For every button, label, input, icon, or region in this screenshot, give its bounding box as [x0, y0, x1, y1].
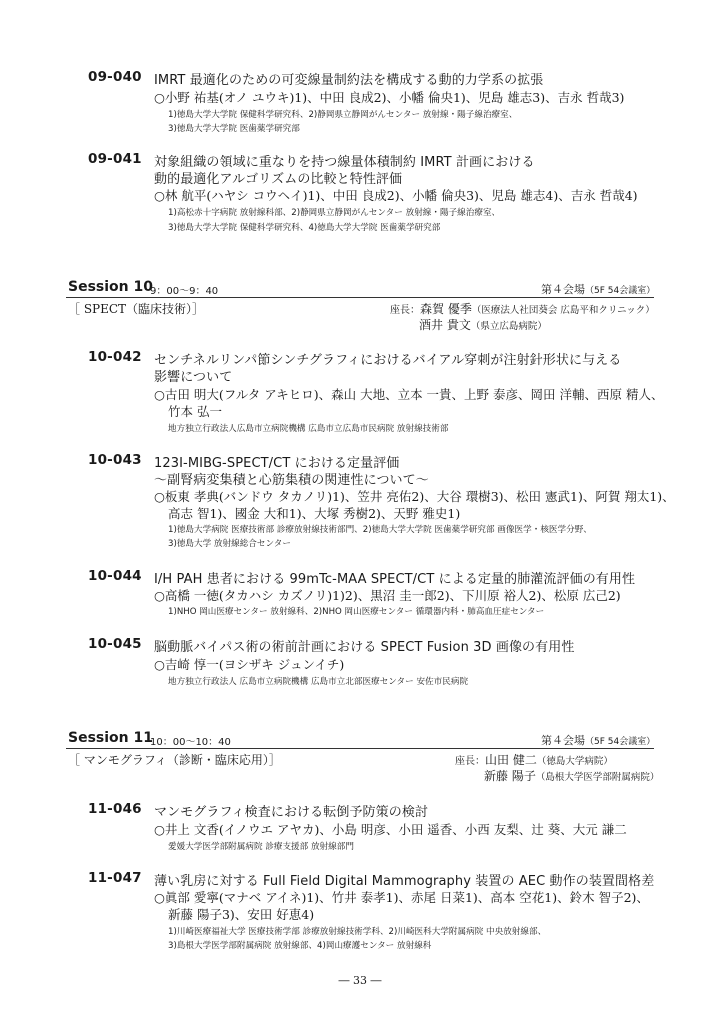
paper-authors: ○小野 祐基(オノ ユウキ)1)、中田 良成2)、小幡 倫央1)、児島 雄志3)、吉永 哲哉3) [154, 90, 625, 105]
paper-id: 09-041 [88, 151, 142, 167]
paper-authors: ○林 航平(ハヤシ コウヘイ)1)、中田 良成2)、小幡 倫央3)、児島 雄志4)、吉永 哲哉4) [154, 188, 638, 203]
session-category: ［ マンモグラフィ（診断・臨床応用）］ [68, 753, 281, 767]
paper-affiliation: 1)徳島大学病院 医療技術部 診療放射線技術部門、2)徳島大学大学院 医歯薬学研究部 画像医学・核医学分野、 [168, 525, 592, 535]
paper-authors: ○板東 孝典(バンドウ タカノリ)1)、笠井 亮佑2)、大谷 環樹3)、松田 憲武1)、阿賀 翔太1)、 [154, 489, 675, 504]
paper-affiliation: 地方独立行政法人広島市立病院機構 広島市立広島市民病院 放射線技術部 [168, 424, 449, 434]
paper-affiliation: 3)徳島大学大学院 医歯薬学研究部 [168, 124, 300, 134]
session-chair: 座長：山田 健二（徳島大学病院） [455, 753, 613, 767]
paper-affiliation: 1)NHO 岡山医療センター 放射線科、2)NHO 岡山医療センター 循環器内科・肺高血圧症センター [168, 607, 545, 617]
paper-title: センチネルリンパ節シンチグラフィにおけるバイアル穿刺が注射針形状に与える [154, 353, 622, 368]
session-time: 9：00～9：40 [150, 286, 219, 297]
paper-id: 10-042 [88, 349, 142, 365]
paper-affiliation: 地方独立行政法人 広島市立病院機構 広島市立北部医療センター 安佐市民病院 [168, 677, 469, 687]
session-chair: 座長：森賀 優季（医療法人社団葵会 広島平和クリニック） [390, 302, 655, 316]
paper-id: 10-043 [88, 452, 142, 468]
paper-authors: 新藤 陽子3)、安田 好恵4) [168, 907, 315, 922]
paper-affiliation: 1)川崎医療福祉大学 医療技術学部 診療放射線技術学科、2)川崎医科大学附属病院 中央放射線部、 [168, 927, 547, 937]
paper-authors: 竹本 弘一 [168, 404, 222, 419]
paper-title: 123I-MIBG-SPECT/CT における定量評価 [154, 456, 400, 471]
session-rule [66, 297, 654, 298]
paper-title: I/H PAH 患者における 99mTc-MAA SPECT/CT による定量的肺灌流評価の有用性 [154, 572, 636, 587]
session-room: 第４会場（5F 54会議室） [541, 283, 656, 296]
paper-title: IMRT 最適化のための可変線量制約法を構成する動的力学系の拡張 [154, 73, 544, 88]
page-number: ― 33 ― [338, 974, 382, 987]
session-label: Session 10 [68, 279, 153, 295]
session-category: ［ SPECT（臨床技術）］ [68, 302, 205, 316]
paper-affiliation: 1)高松赤十字病院 放射線科部、2)静岡県立静岡がんセンター 放射線・陽子線治療室、 [168, 208, 501, 218]
paper-title: 脳動脈バイパス術の術前計画における SPECT Fusion 3D 画像の有用性 [154, 640, 575, 655]
paper-affiliation: 1)徳島大学大学院 保健科学研究科、2)静岡県立静岡がんセンター 放射線・陽子線治療室、 [168, 110, 518, 120]
session-rule [66, 748, 654, 749]
paper-authors: ○古田 明大(フルタ アキヒロ)、森山 大地、立本 一貴、上野 泰彦、岡田 洋輔、西原 精人、 [154, 387, 664, 402]
session-chair: 新藤 陽子（島根大学医学部附属病院） [484, 769, 660, 783]
paper-title: 対象組織の領域に重なりを持つ線量体積制約 IMRT 計画における [154, 155, 535, 170]
paper-authors: ○高橋 一徳(タカハシ カズノリ)1)2)、黒沼 圭一郎2)、下川原 裕人2)、松原 広己2) [154, 588, 621, 603]
paper-id: 11-047 [88, 870, 142, 886]
session-label: Session 11 [68, 730, 153, 746]
session-chair: 酒井 貴文（県立広島病院） [419, 318, 547, 332]
paper-affiliation: 愛媛大学医学部附属病院 診療支援部 放射線部門 [168, 842, 354, 852]
paper-title: マンモグラフィ検査における転倒予防策の検討 [154, 805, 429, 820]
paper-authors: ○井上 文香(イノウエ アヤカ)、小島 明彦、小田 遥香、小西 友梨、辻 葵、大元 謙二 [154, 822, 627, 837]
paper-authors: 高志 智1)、國金 大和1)、大塚 秀樹2)、天野 雅史1) [168, 506, 461, 521]
paper-id: 11-046 [88, 801, 142, 817]
paper-title: ～副腎病変集積と心筋集積の関連性について～ [154, 473, 429, 488]
paper-affiliation: 3)徳島大学 放射線総合センター [168, 539, 291, 549]
paper-title: 薄い乳房に対する Full Field Digital Mammography 装置の AEC 動作の装置間格差 [154, 874, 655, 889]
paper-id: 10-045 [88, 636, 142, 652]
paper-affiliation: 3)徳島大学大学院 保健科学研究科、4)徳島大学大学院 医歯薬学研究部 [168, 223, 441, 233]
paper-title: 動的最適化アルゴリズムの比較と特性評価 [154, 172, 403, 187]
session-room: 第４会場（5F 54会議室） [541, 734, 656, 747]
session-time: 10：00～10：40 [150, 737, 231, 748]
paper-title: 影響について [154, 370, 233, 385]
paper-id: 10-044 [88, 568, 142, 584]
paper-affiliation: 3)島根大学医学部附属病院 放射線部、4)岡山療護センター 放射線科 [168, 941, 432, 951]
paper-authors: ○眞部 愛寧(マナベ アイネ)1)、竹井 泰孝1)、赤尾 日菜1)、高本 空花1)、鈴木 智子2)、 [154, 890, 649, 905]
paper-id: 09-040 [88, 69, 142, 85]
paper-authors: ○吉崎 惇一(ヨシザキ ジュンイチ) [154, 657, 345, 672]
